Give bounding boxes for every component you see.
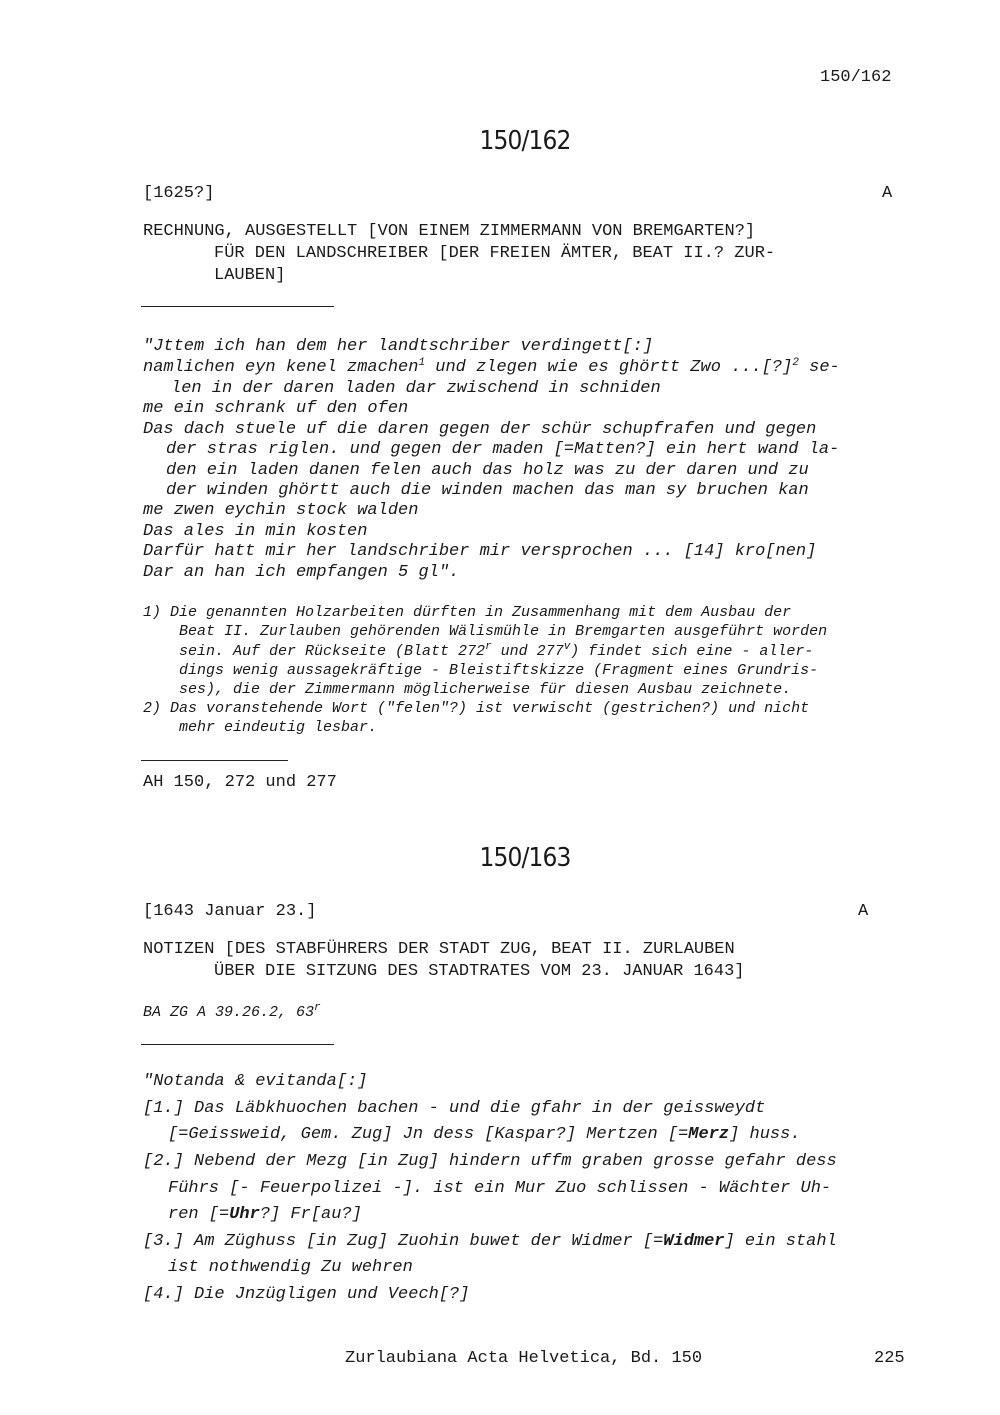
- section-divider: [141, 1044, 334, 1045]
- transcription-line: [1.] Das Läbkhuochen bachen - und die gfahr in der geissweydt: [143, 1099, 766, 1118]
- section-divider: [141, 306, 334, 307]
- transcription-line: Darfür hatt mir her landschriber mir versprochen ... [14] kro[nen]: [143, 542, 817, 561]
- folio-sup: r: [314, 1002, 321, 1014]
- transcription-line: [168, 1205, 362, 1224]
- folio-sup: v: [563, 641, 571, 653]
- text-run: und zlegen wie es ghörtt Zwo ...[?]: [425, 358, 793, 377]
- text-run: sein. Auf der Rückseite (Blatt 272: [179, 643, 486, 660]
- footnotes: [143, 604, 828, 740]
- text-run: namlichen eyn kenel zmachen: [143, 358, 419, 377]
- text-run: und 277: [491, 643, 564, 660]
- document-heading-line: LAUBEN]: [214, 266, 286, 285]
- document-heading-line: ÜBER DIE SITZUNG DES STADTRATES VOM 23. JANUAR 1643]: [214, 962, 745, 981]
- transcription-line: Führs [- Feuerpolizei -]. ist ein Mur Zuo schlissen - Wächter Uh-: [168, 1179, 832, 1198]
- footer-title: Zurlaubiana Acta Helvetica, Bd. 150: [345, 1349, 703, 1368]
- text-run: ) findet sich eine - aller-: [570, 643, 814, 660]
- transcription-line: Das ales in min kosten: [143, 522, 368, 541]
- footnote-line: Beat II. Zurlauben gehörenden Wälismühle in Bremgarten ausgeführt worden: [179, 623, 828, 640]
- text-run: BA ZG A 39.26.2, 63: [143, 1004, 315, 1021]
- document-type: A: [882, 184, 893, 203]
- footnote-line: [179, 643, 813, 660]
- transcription-line: [2.] Nebend der Mezg [in Zug] hindern uffm graben grosse gefahr dess: [143, 1152, 837, 1171]
- source-reference: AH 150, 272 und 277: [143, 773, 337, 792]
- transcription-line: ist nothwendig Zu wehren: [168, 1258, 413, 1277]
- text-run: se-: [798, 358, 840, 377]
- transcription-line: der winden ghörtt auch die winden machen das man sy bruchen kan: [166, 481, 809, 500]
- page-number: 225: [874, 1349, 905, 1368]
- bold-term: Widmer: [663, 1232, 725, 1251]
- transcription-block: [143, 337, 840, 584]
- document-heading-line: RECHNUNG, AUSGESTELLT [VON EINEM ZIMMERMANN VON BREMGARTEN?]: [143, 222, 756, 241]
- text-run: ?] Fr[au?]: [259, 1205, 362, 1224]
- document-heading-line: NOTIZEN [DES STABFÜHRERS DER STADT ZUG, BEAT II. ZURLAUBEN: [143, 940, 735, 959]
- footnote-line: dings wenig aussagekräftige - Bleistiftskizze (Fragment eines Grundris-: [179, 662, 819, 679]
- transcription-line: den ein laden danen felen auch das holz was zu der daren und zu: [166, 461, 809, 480]
- footnote-line: 1) Die genannten Holzarbeiten dürften in Zusammenhang mit dem Ausbau der: [143, 604, 792, 621]
- transcription-line: "Notanda & evitanda[:]: [143, 1072, 368, 1091]
- footnote-mark: 1: [418, 357, 426, 369]
- transcription-line: [4.] Die Jnzügligen und Veech[?]: [143, 1285, 470, 1304]
- text-run: [=Geissweid, Gem. Zug] Jn dess [Kaspar?] Mertzen [=: [168, 1125, 689, 1144]
- document-number: 150/163: [479, 843, 571, 873]
- transcription-line: [168, 1125, 801, 1144]
- bold-term: Merz: [688, 1125, 730, 1144]
- transcription-line: Dar an han ich empfangen 5 gl".: [143, 563, 460, 582]
- footnote-line: 2) Das voranstehende Wort ("felen"?) ist verwischt (gestrichen?) und nicht: [143, 700, 810, 717]
- transcription-line: "Jttem ich han dem her landtschriber verdingett[:]: [143, 337, 654, 356]
- text-run: [3.] Am Züghuss [in Zug] Zuohin buwet der Widmer [=: [143, 1232, 664, 1251]
- transcription-line: [143, 358, 840, 377]
- footnote-divider: [141, 760, 288, 761]
- footnote-mark: 2: [792, 357, 799, 369]
- transcription-line: Das dach stuele uf die daren gegen der schür schupfrafen und gegen: [143, 420, 817, 439]
- bold-term: Uhr: [229, 1205, 260, 1224]
- document-date: [1625?]: [143, 184, 215, 203]
- folio-sup: r: [485, 641, 492, 653]
- transcription-line: me ein schrank uf den ofen: [143, 399, 409, 418]
- footnote-line: ses), die der Zimmermann möglicherweise für diesen Ausbau zeichnete.: [179, 681, 792, 698]
- transcription-line: me zwen eychin stock walden: [143, 501, 419, 520]
- document-type: A: [858, 902, 869, 921]
- text-run: ] huss.: [729, 1125, 801, 1144]
- document-number: 150/162: [479, 126, 571, 156]
- footnote-line: mehr eindeutig lesbar.: [179, 719, 378, 736]
- text-run: ] ein stahl: [724, 1232, 837, 1251]
- transcription-line: len in der daren laden dar zwischend in schniden: [171, 379, 661, 398]
- document-date: [1643 Januar 23.]: [143, 902, 317, 921]
- transcription-line: der stras riglen. und gegen der maden [=Matten?] ein hert wand la-: [166, 440, 840, 459]
- text-run: ren [=: [168, 1205, 230, 1224]
- running-header: 150/162: [820, 68, 892, 87]
- document-heading-line: FÜR DEN LANDSCHREIBER [DER FREIEN ÄMTER, BEAT II.? ZUR-: [214, 244, 776, 263]
- transcription-block: [143, 1072, 837, 1304]
- archive-reference: [143, 1004, 321, 1021]
- transcription-line: [143, 1232, 837, 1251]
